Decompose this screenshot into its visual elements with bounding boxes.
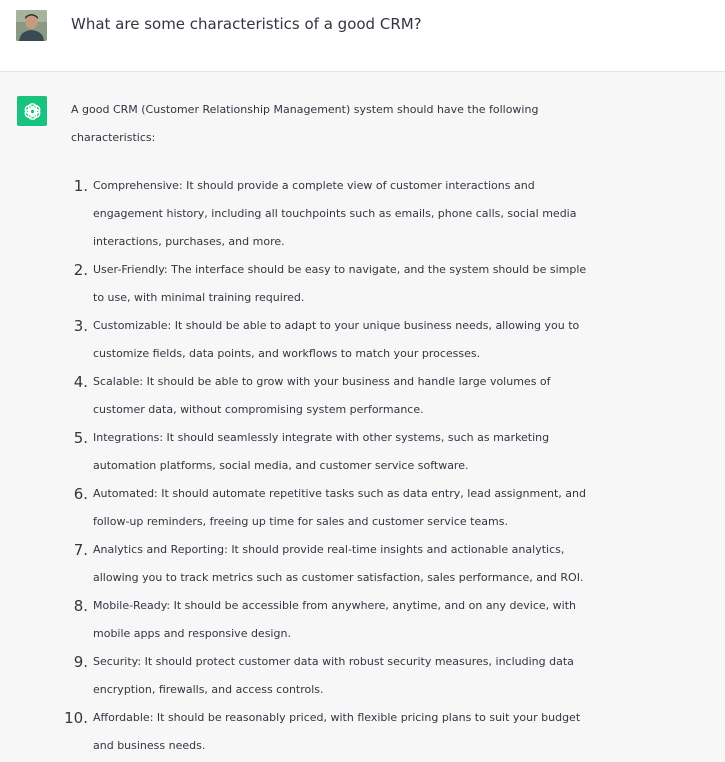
characteristics-list xyxy=(64,172,723,760)
list-item-line: Comprehensive: It should provide a complete view of customer interactions and xyxy=(93,179,535,192)
list-item-line: engagement history, including all touchpoints such as emails, phone calls, social media xyxy=(93,207,577,220)
list-item-line: follow-up reminders, freeing up time for sales and customer service teams. xyxy=(93,515,508,528)
list-item-line: customize fields, data points, and workflows to match your processes. xyxy=(93,347,481,360)
user-message-text: What are some characteristics of a good CRM? xyxy=(71,15,422,33)
assistant-message-text xyxy=(64,96,723,760)
assistant-avatar xyxy=(17,96,47,126)
list-item-line: interactions, purchases, and more. xyxy=(93,235,285,248)
list-item-line: Mobile-Ready: It should be accessible from anywhere, anytime, and on any device, with xyxy=(93,599,577,612)
list-item-line: automation platforms, social media, and customer service software. xyxy=(93,459,469,472)
list-item xyxy=(71,256,723,312)
list-item-line: to use, with minimal training required. xyxy=(93,291,305,304)
list-item xyxy=(71,424,723,480)
list-item-line: mobile apps and responsive design. xyxy=(93,627,291,640)
list-item-number: 4. xyxy=(73,373,88,391)
list-item xyxy=(71,536,723,592)
list-item xyxy=(71,368,723,424)
list-item-number: 10. xyxy=(64,709,88,727)
user-avatar xyxy=(16,10,47,41)
list-item-line: Security: It should protect customer data with robust security measures, including data xyxy=(93,655,574,668)
assistant-message-row xyxy=(0,72,725,762)
list-item-line: encryption, firewalls, and access controls. xyxy=(93,683,324,696)
list-item-line: and business needs. xyxy=(93,739,206,752)
list-item-line: customer data, without compromising system performance. xyxy=(93,403,424,416)
list-item-line: Affordable: It should be reasonably priced, with flexible pricing plans to suit your budget xyxy=(93,711,581,724)
list-item xyxy=(71,480,723,536)
list-item xyxy=(71,312,723,368)
list-item-number: 7. xyxy=(73,541,88,559)
user-avatar-photo-icon xyxy=(16,10,47,41)
list-item-line: Customizable: It should be able to adapt to your unique business needs, allowing you to xyxy=(93,319,580,332)
list-item-number: 1. xyxy=(73,177,88,195)
list-item-number: 6. xyxy=(73,485,88,503)
list-item xyxy=(64,704,723,760)
list-item xyxy=(71,648,723,704)
list-item-number: 3. xyxy=(73,317,88,335)
list-item-number: 8. xyxy=(73,597,88,615)
list-item-line: allowing you to track metrics such as customer satisfaction, sales performance, and ROI. xyxy=(93,571,584,584)
list-item-number: 9. xyxy=(73,653,88,671)
list-item-line: Analytics and Reporting: It should provide real-time insights and actionable analytics, xyxy=(93,543,565,556)
list-item-line: Integrations: It should seamlessly integrate with other systems, such as marketing xyxy=(93,431,550,444)
list-item-number: 2. xyxy=(73,261,88,279)
list-item-line: User-Friendly: The interface should be easy to navigate, and the system should be simple xyxy=(93,263,587,276)
user-message-row xyxy=(0,0,725,72)
list-item-line: Automated: It should automate repetitive tasks such as data entry, lead assignment, and xyxy=(93,487,586,500)
list-item-number: 5. xyxy=(73,429,88,447)
answer-intro-line: characteristics: xyxy=(71,131,156,144)
openai-logo-icon xyxy=(22,101,43,122)
list-item xyxy=(71,592,723,648)
list-item xyxy=(71,172,723,256)
answer-intro-line: A good CRM (Customer Relationship Management) system should have the following xyxy=(71,103,539,116)
list-item-line: Scalable: It should be able to grow with your business and handle large volumes of xyxy=(93,375,551,388)
answer-intro xyxy=(71,96,723,152)
